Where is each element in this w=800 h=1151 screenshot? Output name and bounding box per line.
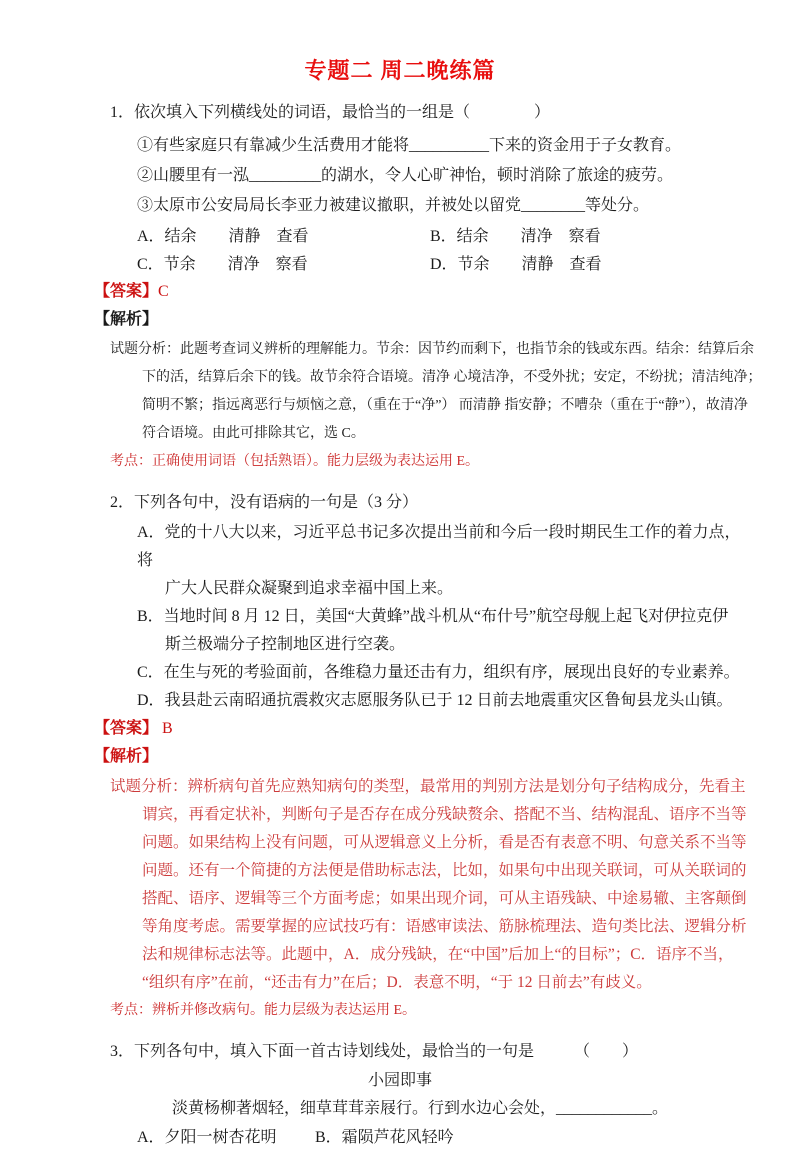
analysis-line: 问题。如果结构上没有问题，可从逻辑意义上分析，看是否有表意不明、句意关系不当等 <box>142 834 747 851</box>
option-b: B．霜陨芦花风轻吟 <box>315 1129 454 1146</box>
question-1-options-row-1 <box>137 223 800 250</box>
question-1-stem: 1．依次填入下列横线处的词语，最恰当的一组是（ ） <box>110 104 551 121</box>
option-d: D．节余 清静 查看 <box>430 256 602 273</box>
question-2-option-b <box>137 603 756 659</box>
question-1-answer-line <box>94 278 800 306</box>
analysis-line: 试题分析：此题考查词义辨析的理解能力。节余：因节约而剩下，也指节余的钱或东西。结余：结算后余 <box>110 342 754 357</box>
option-line: D．我县赴云南昭通抗震救灾志愿服务队已于 12 日前去地震重灾区鲁甸县龙头山镇。 <box>137 692 733 709</box>
option-line: 广大人民群众凝聚到追求幸福中国上来。 <box>165 580 454 597</box>
question-2-option-a <box>137 519 756 603</box>
question-2-analysis-label: 【解析】 <box>94 748 159 765</box>
option-line: 斯兰极端分子控制地区进行空袭。 <box>165 636 406 653</box>
page-title: 专题二 周二晚练篇 <box>304 58 496 83</box>
question-2-exam-point: 考点：辨析并修改病句。能力层级为表达运用 E。 <box>110 1003 417 1018</box>
question-3-options-row <box>137 1124 800 1151</box>
analysis-line: 问题。还有一个简捷的方法便是借助标志法，比如，如果句中出现关联词，可从关联词的 <box>142 862 747 879</box>
question-2-option-d <box>137 687 756 715</box>
analysis-line: 符合语境。由此可排除其它，选 C。 <box>142 426 365 441</box>
poem-line: 淡黄杨柳著烟轻，细草茸茸亲屐行。行到水边心会处，____________。 <box>172 1100 669 1117</box>
analysis-line: 简明不繁；指远离恶行与烦恼之意，（重在于“净”） 而清静 指安静；不嘈杂（重在于“静”），故清净 <box>142 398 748 413</box>
answer-value: C <box>158 283 169 300</box>
answer-value: B <box>158 720 173 737</box>
question-1-options-row-2 <box>137 251 800 278</box>
analysis-line: 试题分析：辨析病句首先应熟知病句的类型，最常用的判别方法是划分句子结构成分，先看主 <box>110 778 746 795</box>
analysis-line: 谓宾，再看定状补，判断句子是否存在成分残缺赘余、搭配不当、结构混乱、语序不当等 <box>142 806 747 823</box>
question-1-analysis <box>0 336 800 448</box>
question-2-analysis <box>0 773 800 997</box>
question-1-exam-point: 考点：正确使用词语（包括熟语）。能力层级为表达运用 E。 <box>110 454 480 469</box>
analysis-line: 法和规律标志法等。此题中，A．成分残缺，在“中国”后加上“的目标”；C．语序不当， <box>142 946 734 963</box>
option-line: C．在生与死的考验面前，各维稳力量还击有力，组织有序，展现出良好的专业素养。 <box>137 664 740 681</box>
question-1-item-2: ②山腰里有一泓_________的湖水，令人心旷神怡，顿时消除了旅途的疲劳。 <box>137 167 674 184</box>
option-c: C．节余 清净 察看 <box>137 256 308 273</box>
analysis-line: 搭配、语序、逻辑等三个方面考虑；如果出现介词，可从主语残缺、中途易辙、主客颠倒 <box>142 890 747 907</box>
question-3-stem: 3．下列各句中，填入下面一首古诗划线处，最恰当的一句是 （ ） <box>110 1043 639 1060</box>
answer-label: 【答案】 <box>94 720 159 737</box>
option-a: A．结余 清静 查看 <box>137 228 309 245</box>
option-line: B．当地时间 8 月 12 日，美国“大黄蜂”战斗机从“布什号”航空母舰上起飞对伊拉克伊 <box>137 608 729 625</box>
option-a: A．夕阳一树杏花明 <box>137 1129 277 1146</box>
question-2-option-c <box>137 659 756 687</box>
option-b: B．结余 清净 察看 <box>430 228 601 245</box>
question-2-stem: 2．下列各句中，没有语病的一句是（3 分） <box>110 494 419 511</box>
question-2-answer-line <box>94 715 800 743</box>
option-line: A．党的十八大以来，习近平总书记多次提出当前和今后一段时期民生工作的着力点，将 <box>137 524 741 569</box>
analysis-line: 等角度考虑。需要掌握的应试技巧有：语感审读法、筋脉梳理法、造句类比法、逻辑分析 <box>142 918 747 935</box>
answer-label: 【答案】 <box>94 283 159 300</box>
question-1-item-1: ①有些家庭只有靠减少生活费用才能将__________下来的资金用于子女教育。 <box>137 137 682 154</box>
question-1-item-3: ③太原市公安局局长李亚力被建议撤职，并被处以留党________等处分。 <box>137 197 650 214</box>
question-1-analysis-label: 【解析】 <box>94 311 159 328</box>
analysis-line: 下的活，结算后余下的钱。故节余符合语境。清净 心境洁净，不受外扰；安定，不纷扰；清洁纯净； <box>142 370 762 385</box>
poem-title: 小园即事 <box>367 1072 432 1089</box>
analysis-line: “组织有序”在前，“还击有力”在后；D．表意不明，“于 12 日前去”有歧义。 <box>142 974 652 991</box>
